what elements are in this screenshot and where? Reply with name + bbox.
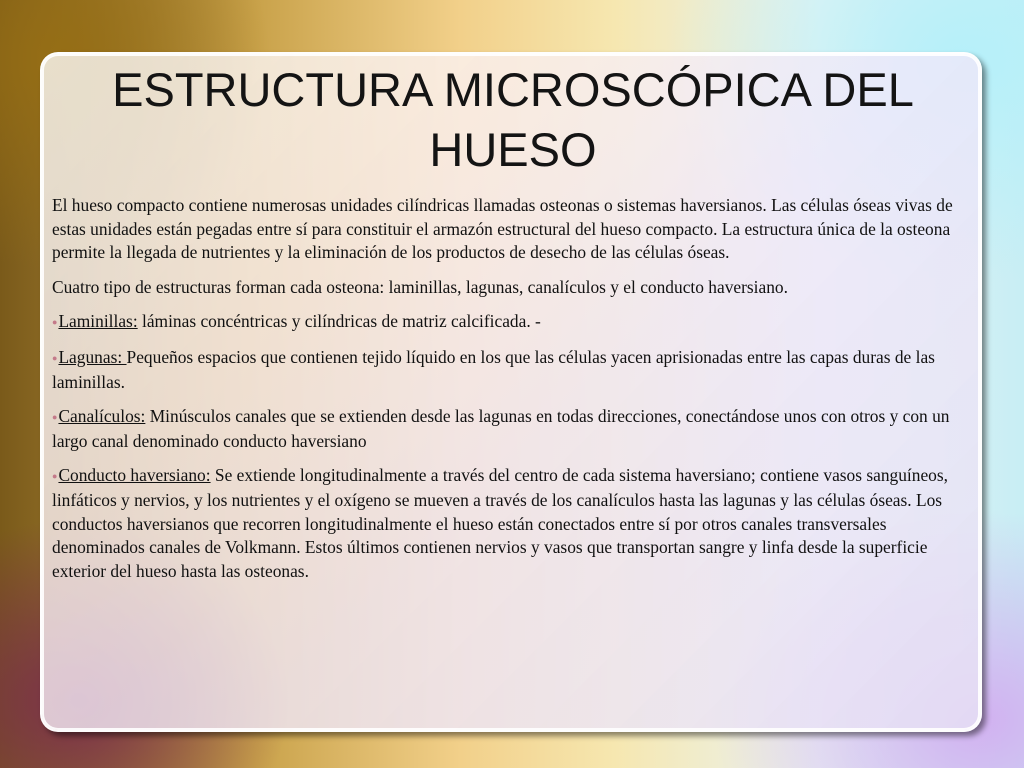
term-laminillas: Laminillas: bbox=[58, 311, 138, 332]
definition-laminillas: láminas concéntricas y cilíndricas de matriz calcificada. - bbox=[137, 311, 541, 332]
bullet-icon: ● bbox=[52, 471, 58, 482]
bullet-icon: ● bbox=[52, 412, 58, 423]
list-item-conducto-haversiano bbox=[52, 464, 972, 583]
list-item-canaliculos bbox=[52, 405, 972, 453]
term-canaliculos: Canalículos: bbox=[58, 406, 146, 427]
bullet-icon: ● bbox=[52, 352, 58, 363]
term-lagunas: Lagunas: bbox=[58, 346, 127, 367]
definition-conducto-haversiano: Se extiende longitudinalmente a través del centro de cada sistema haversiano; contiene vasos sanguíneos, linfáticos y nervios, y los nutrientes y el oxígeno se mueven a través de los canalículos hasta las lagunas y las células óseas. Los conductos haversianos que recorren longitudinalmente el hueso están conectados entre sí por otros canales transversales denominados canales de Volkmann. Estos últimos contienen nervios y vasos que transportan sangre y linfa desde la superficie exterior del hueso hasta las osteonas. bbox=[52, 465, 948, 581]
summary-paragraph: Cuatro tipo de estructuras forman cada osteona: laminillas, lagunas, canalículos y el conducto haversiano. bbox=[52, 276, 788, 297]
definition-lagunas: Pequeños espacios que contienen tejido líquido en los que las células yacen aprisionadas entre las capas duras de las laminillas. bbox=[52, 346, 935, 392]
slide-body bbox=[52, 194, 972, 594]
term-conducto-haversiano: Conducto haversiano: bbox=[58, 465, 211, 486]
slide-title: ESTRUCTURA MICROSCÓPICA DEL HUESO bbox=[112, 63, 914, 176]
list-item-laminillas bbox=[52, 310, 972, 335]
definition-canaliculos: Minúsculos canales que se extienden desde las lagunas en todas direcciones, conectándose unos con otros y con un largo canal denominado conducto haversiano bbox=[52, 406, 950, 451]
list-item-lagunas bbox=[52, 346, 972, 394]
intro-paragraph: El hueso compacto contiene numerosas unidades cilíndricas llamadas osteonas o sistemas haversianos. Las células óseas vivas de estas unidades están pegadas entre sí para constituir el armazón estructural del hueso compacto. La estructura única de la osteona permite la llegada de nutrientes y la eliminación de los productos de desecho de las células óseas. bbox=[52, 195, 953, 263]
bullet-icon: ● bbox=[52, 317, 58, 328]
